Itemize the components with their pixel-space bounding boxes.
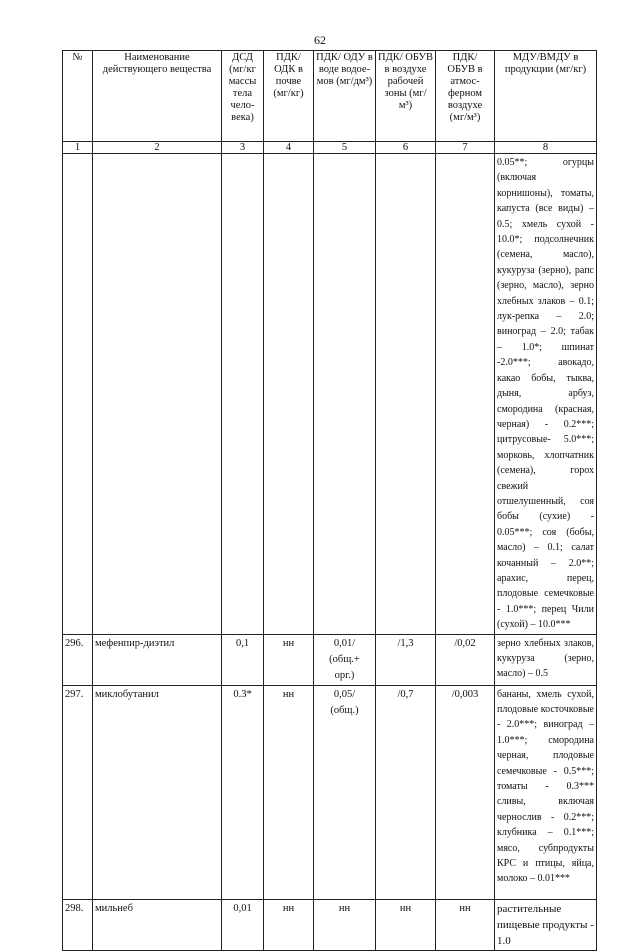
air-atm-value: /0,003 xyxy=(436,685,495,899)
air-atm-value: нн xyxy=(436,899,495,950)
row-number: 297. xyxy=(63,685,93,899)
substance-name: миклобутанил xyxy=(93,685,222,899)
empty-cell xyxy=(93,154,222,635)
header-substance-name: Наименование действующего вещества xyxy=(93,51,222,142)
row-number: 298. xyxy=(63,899,93,950)
mdu-cell: растительные пищевые продукты - 1.0 xyxy=(495,899,597,950)
substance-name: мильнеб xyxy=(93,899,222,950)
mdu-cell: зерно хлебных злаков, кукуруза (зерно, масло) – 0.5 xyxy=(495,634,597,685)
water-value: нн xyxy=(314,899,376,950)
table-row xyxy=(63,899,597,950)
empty-cell xyxy=(264,154,314,635)
substance-table xyxy=(62,50,597,951)
header-air-work: ПДК/ ОБУВ в воздухе рабочей зоны (мг/м³) xyxy=(376,51,436,142)
air-atm-value: /0,02 xyxy=(436,634,495,685)
empty-cell xyxy=(376,154,436,635)
air-work-value: /1,3 xyxy=(376,634,436,685)
page-number: 62 xyxy=(314,33,326,47)
header-dsd: ДСД (мг/кг массы тела чело-века) xyxy=(222,51,264,142)
mdu-cell: бананы, хмель сухой, плодовые косточковые - 2.0***; виноград – 1.0***; смородина черная, плодовые семечковые - 0.5***; томаты - 0.3*** сливы, включая чернослив - 0.2***; клубника – 0.1***; мясо, субпродукты КРС и птицы, яйца, молоко – 0.01*** xyxy=(495,685,597,899)
empty-cell xyxy=(63,154,93,635)
row-number: 296. xyxy=(63,634,93,685)
mdu-cell: 0.05**; огурцы (включая корнишоны), томаты, капуста (все виды) – 0.5; хмель сухой - 10.0*; подсолнечник (семена, масло), кукуруза (зерно), рапс (зерно, масло), зерно хлебных злаков – 0.1; лук-репка – 2.0; виноград – 2.0; табак – 1.0*; шпинат -2.0***; авокадо, какао бобы, тыква, дыня, арбуз, смородина (красная, черная) - 0.2***; цитрусовые- 5.0***; морковь, хлопчатник (семена), горох свежий отшелушенный, соя бобы (сухие) - 0.05***; соя (бобы, масло) – 0.1; салат кочанный – 2.0**; арахис, перец, плодовые семечковые - 1.0***; перец Чили (сухой) – 10.0*** xyxy=(495,154,597,635)
empty-cell xyxy=(436,154,495,635)
empty-cell xyxy=(314,154,376,635)
column-number: 4 xyxy=(264,142,314,154)
column-number: 8 xyxy=(495,142,597,154)
substance-name: мефенпир-диэтил xyxy=(93,634,222,685)
empty-cell xyxy=(222,154,264,635)
water-value: 0,01/ (общ.+ орг.) xyxy=(314,634,376,685)
water-value: 0,05/ (общ.) xyxy=(314,685,376,899)
column-number: 2 xyxy=(93,142,222,154)
table-row xyxy=(63,685,597,899)
header-mdu: МДУ/ВМДУ в продукции (мг/кг) xyxy=(495,51,597,142)
column-number: 5 xyxy=(314,142,376,154)
table-row-continuation xyxy=(63,154,597,635)
air-work-value: /0,7 xyxy=(376,685,436,899)
dsd-value: 0,1 xyxy=(222,634,264,685)
column-number: 6 xyxy=(376,142,436,154)
column-number: 3 xyxy=(222,142,264,154)
header-number: № xyxy=(63,51,93,142)
soil-value: нн xyxy=(264,685,314,899)
soil-value: нн xyxy=(264,634,314,685)
table-row xyxy=(63,634,597,685)
dsd-value: 0.3* xyxy=(222,685,264,899)
air-work-value: нн xyxy=(376,899,436,950)
header-row xyxy=(63,51,597,142)
column-number: 7 xyxy=(436,142,495,154)
soil-value: нн xyxy=(264,899,314,950)
header-water: ПДК/ ОДУ в воде водое-мов (мг/дм³) xyxy=(314,51,376,142)
header-soil: ПДК/ ОДК в почве (мг/кг) xyxy=(264,51,314,142)
column-number-row xyxy=(63,142,597,154)
column-number: 1 xyxy=(63,142,93,154)
dsd-value: 0,01 xyxy=(222,899,264,950)
header-air-atm: ПДК/ ОБУВ в атмос-ферном воздухе (мг/м³) xyxy=(436,51,495,142)
